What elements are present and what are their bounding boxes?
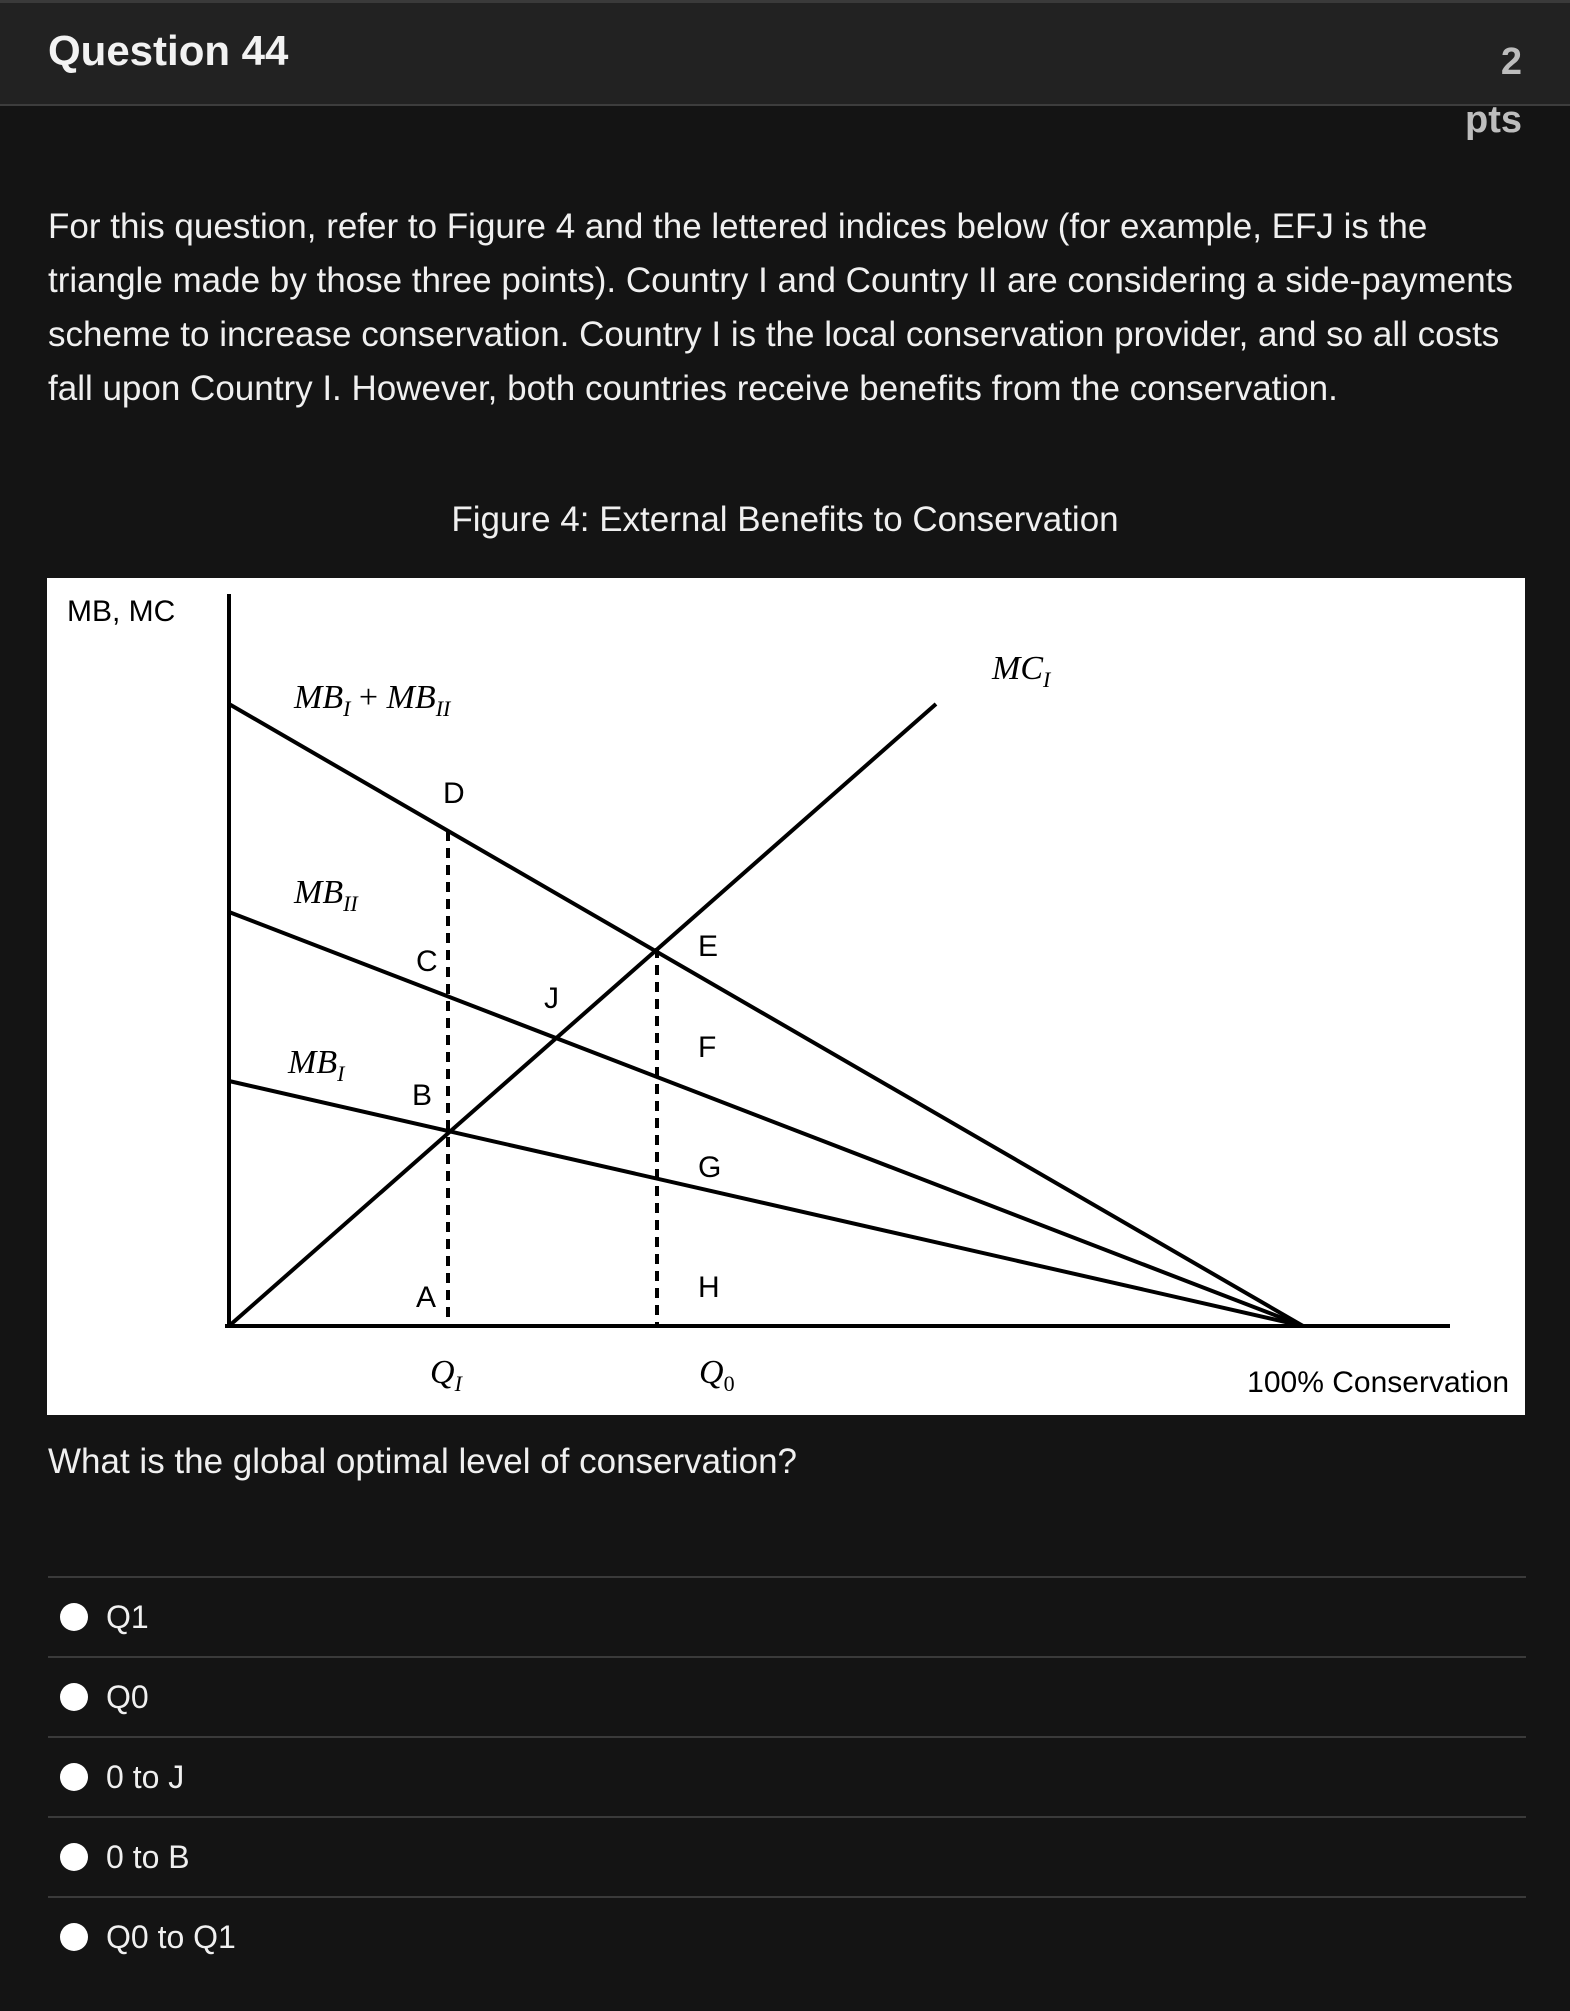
radio-button[interactable]: [60, 1843, 88, 1871]
question-title: Question 44: [48, 27, 289, 74]
point-j-label: J: [544, 982, 559, 1015]
mc-one-label: $MC_I$: [992, 650, 1051, 692]
answer-label: Q1: [106, 1598, 149, 1635]
points-badge: [1442, 33, 1522, 149]
mb-two-label: $MB_{II}$: [294, 874, 358, 916]
answer-option[interactable]: [48, 1576, 1526, 1656]
answer-option[interactable]: [48, 1656, 1526, 1736]
points-unit: pts: [1465, 99, 1522, 141]
point-c-label: C: [416, 945, 438, 978]
radio-button[interactable]: [60, 1603, 88, 1631]
question-prompt: For this question, refer to Figure 4 and the lettered indices below (for example, EFJ is the triangle made by those three points). Country I and Country II are considering a side-payments scheme to increase conservation. Country I is the local conservation provider, and so all costs fall upon Country I. However, both countries receive benefits from the conservation.: [48, 207, 1513, 408]
x-axis-end-label: 100% Conservation: [1247, 1366, 1509, 1399]
radio-button[interactable]: [60, 1683, 88, 1711]
radio-button[interactable]: [60, 1763, 88, 1791]
points-value: 2: [1500, 41, 1522, 83]
point-f-label: F: [698, 1031, 717, 1064]
point-d-label: D: [443, 777, 465, 810]
answer-label: Q0 to Q1: [106, 1918, 236, 1955]
answer-option[interactable]: [48, 1816, 1526, 1896]
figure-4-diagram: [47, 578, 1525, 1415]
question-header: [0, 0, 1570, 141]
figure-4: [47, 578, 1525, 1415]
answer-option[interactable]: [48, 1896, 1526, 1976]
mc-one-line: [229, 704, 936, 1326]
answer-list: [48, 1576, 1526, 1976]
answer-label: 0 to B: [106, 1838, 190, 1875]
point-a-label: A: [416, 1281, 437, 1314]
radio-button[interactable]: [60, 1923, 88, 1951]
mb-total-line: [229, 704, 1303, 1326]
figure-caption: Figure 4: External Benefits to Conservation: [451, 500, 1119, 539]
q-zero-label: $Q_0$: [699, 1354, 735, 1396]
point-b-label: B: [412, 1079, 433, 1112]
mb-one-label: $MB_I$: [288, 1044, 345, 1086]
mb-total-label: $MB_I + MB_{II}$: [294, 679, 451, 721]
point-h-label: H: [698, 1271, 720, 1304]
answer-label: Q0: [106, 1678, 149, 1715]
point-e-label: E: [698, 930, 719, 963]
answer-option[interactable]: [48, 1736, 1526, 1816]
point-g-label: G: [698, 1151, 722, 1184]
y-axis-label: MB, MC: [67, 595, 176, 628]
answer-label: 0 to J: [106, 1758, 185, 1795]
question-ask: What is the global optimal level of conservation?: [48, 1442, 798, 1481]
q-one-label: $Q_I$: [430, 1354, 462, 1396]
